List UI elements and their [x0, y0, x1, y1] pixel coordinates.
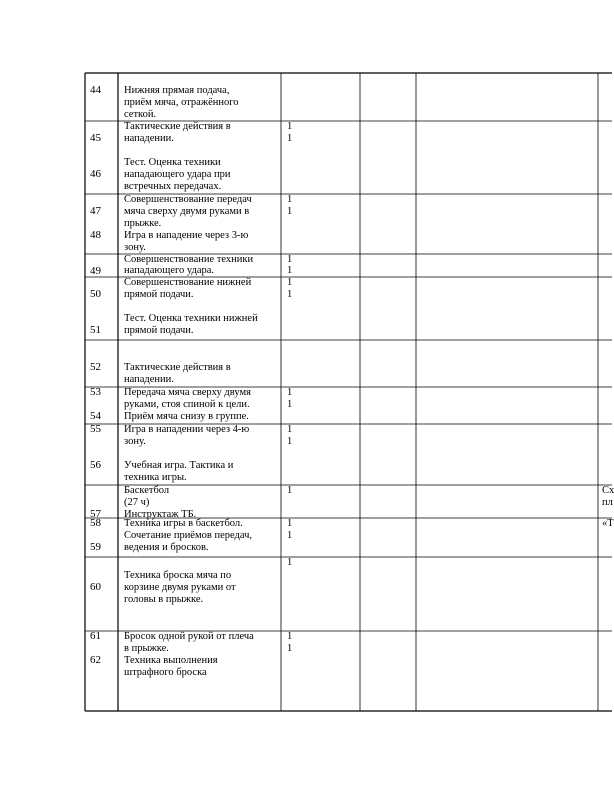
lesson-topic-line: сеткой.	[124, 109, 157, 120]
lesson-hours: 1	[287, 518, 293, 529]
lesson-number: 55	[90, 423, 101, 435]
lesson-topic-line: (27 ч)	[124, 497, 150, 508]
lesson-topic-line: нападающего удара при	[124, 169, 231, 180]
lesson-topic-line: прямой подачи.	[124, 325, 194, 336]
lesson-topic-line: Приём мяча снизу в группе.	[124, 411, 249, 422]
lesson-number: 59	[90, 541, 101, 553]
lesson-number: 57	[90, 508, 101, 520]
lesson-number: 46	[90, 168, 101, 180]
lesson-topic-line: Нижняя прямая подача,	[124, 85, 230, 96]
lesson-number: 52	[90, 361, 101, 373]
lesson-hours: 1	[287, 133, 293, 144]
lesson-topic-line: Совершенствование техники	[124, 254, 254, 265]
lesson-topic-line: нападающего удара.	[124, 265, 215, 276]
lesson-topic-line: прыжке.	[124, 218, 162, 229]
lesson-hours: 1	[287, 399, 293, 410]
lesson-topic-line: Игра в нападении через 4-ю	[124, 424, 250, 435]
lesson-topic-line: нападении.	[124, 133, 174, 144]
lesson-topic-line: Тактические действия в	[124, 121, 231, 132]
lesson-topic-line: Совершенствование нижней	[124, 277, 252, 288]
lesson-number: 45	[90, 132, 101, 144]
lesson-topic-line: зону.	[124, 242, 146, 253]
lesson-hours: 1	[287, 277, 293, 288]
lesson-topic-line: Тактические действия в	[124, 362, 231, 373]
lesson-topic-line: зону.	[124, 436, 146, 447]
lesson-topic-line: встречных передачах.	[124, 181, 222, 192]
lesson-note-fragment: «Т	[602, 518, 614, 529]
lesson-number: 48	[90, 229, 101, 241]
lesson-topic-line: Техника выполнения	[124, 655, 218, 666]
lesson-hours: 1	[287, 265, 293, 276]
lesson-hours: 1	[287, 631, 293, 642]
lesson-number: 49	[90, 265, 101, 277]
lesson-topic-line: Техника игры в баскетбол.	[124, 518, 243, 529]
lesson-number: 44	[90, 84, 101, 96]
lesson-topic-line: Передача мяча сверху двумя	[124, 387, 251, 398]
lesson-topic-line: руками, стоя спиной к цели.	[124, 399, 250, 410]
lesson-hours: 1	[287, 289, 293, 300]
lesson-topic-line: Техника броска мяча по	[124, 570, 232, 581]
lesson-topic-line: штрафного броска	[124, 667, 207, 678]
lesson-number: 60	[90, 581, 101, 593]
lesson-hours: 1	[287, 643, 293, 654]
lesson-note-fragment: Сх	[602, 485, 614, 496]
lesson-note-fragment: пл	[602, 497, 613, 508]
lesson-hours: 1	[287, 485, 293, 496]
lesson-topic-line: Тест. Оценка техники	[124, 157, 221, 168]
lesson-topic-line: нападении.	[124, 374, 174, 385]
lesson-hours: 1	[287, 436, 293, 447]
lesson-topic-line: в прыжке.	[124, 643, 169, 654]
lesson-number: 53	[90, 386, 101, 398]
lesson-topic-line: Инструктаж ТБ.	[124, 509, 197, 520]
lesson-number: 62	[90, 654, 101, 666]
lesson-hours: 1	[287, 254, 293, 265]
lesson-topic-line: техника игры.	[124, 472, 187, 483]
lesson-topic-line: Сочетание приёмов передач,	[124, 530, 252, 541]
lesson-number: 61	[90, 630, 101, 642]
lesson-hours: 1	[287, 387, 293, 398]
lesson-topic-line: прямой подачи.	[124, 289, 194, 300]
lesson-topic-line: ведения и бросков.	[124, 542, 209, 553]
lesson-hours: 1	[287, 206, 293, 217]
lesson-topic-line: Совершенствование передач	[124, 194, 252, 205]
lesson-topic-line: головы в прыжке.	[124, 594, 204, 605]
lesson-topic-line: мяча сверху двумя руками в	[124, 206, 250, 217]
lesson-topic-line: Тест. Оценка техники нижней	[124, 313, 258, 324]
lesson-hours: 1	[287, 557, 293, 568]
lesson-number: 58	[90, 517, 101, 529]
lesson-topic-line: корзине двумя руками от	[124, 582, 236, 593]
lesson-topic-line: Бросок одной рукой от плеча	[124, 631, 254, 642]
lesson-topic-line: приём мяча, отражённого	[124, 97, 239, 108]
lesson-number: 47	[90, 205, 101, 217]
lesson-number: 54	[90, 410, 101, 422]
lesson-hours: 1	[287, 530, 293, 541]
lesson-number: 56	[90, 459, 101, 471]
lesson-number: 50	[90, 288, 101, 300]
lesson-hours: 1	[287, 121, 293, 132]
lesson-number: 51	[90, 324, 101, 336]
lesson-hours: 1	[287, 194, 293, 205]
lesson-topic-line: Игра в нападение через 3-ю	[124, 230, 249, 241]
lesson-topic-line: Учебная игра. Тактика и	[124, 460, 234, 471]
lesson-hours: 1	[287, 424, 293, 435]
lesson-topic-line: Баскетбол	[124, 485, 170, 496]
